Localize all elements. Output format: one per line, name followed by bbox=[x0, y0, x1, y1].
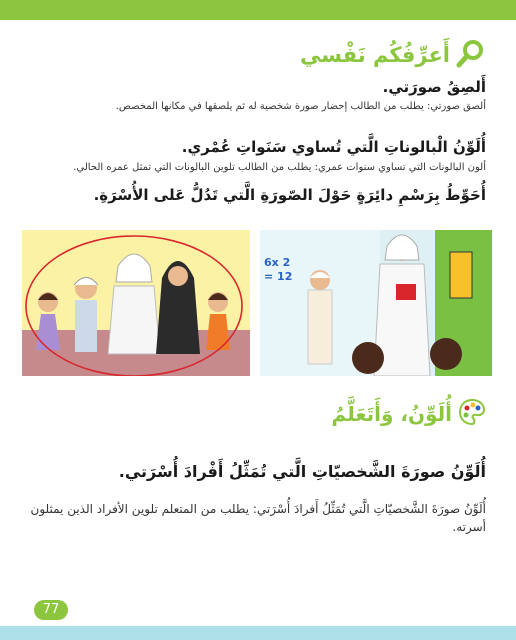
bottom-bar bbox=[0, 626, 516, 640]
board-text: 6x 2 = 12 bbox=[264, 256, 293, 283]
section2-header bbox=[332, 398, 486, 430]
color-family-note: أُلَوِّنُ صورَةَ الشَّخصيّاتِ الَّتي تُمَثِّلُ أَفرادَ أُسْرَتي: يطلب من المتعلم تلوين الأفراد الذين يمثلون أسرته. bbox=[30, 502, 486, 534]
family-illustration bbox=[22, 230, 250, 376]
balloons-note: ألون البالونات التي تساوي سنوات عمري: يطلب من الطالب تلوين البالونات التي تمثل عمره الحالي. bbox=[73, 162, 486, 173]
magnifier-icon bbox=[456, 38, 486, 72]
color-family-heading: أُلَوِّنُ صورَةَ الشَّخصيّاتِ الَّتي تُمَثِّلُ أَفْرادَ أُسْرَتي. bbox=[118, 462, 486, 481]
section1-header bbox=[300, 38, 486, 72]
stick-photo-note: ألصق صورتي: يطلب من الطالب إحضار صورة شخصية له ثم يلصقها في مكانها المخصص. bbox=[115, 101, 486, 112]
section2-title: أُلَوِّنُ، وَأَتَعَلَّمُ bbox=[331, 402, 452, 426]
classroom-illustration bbox=[260, 230, 492, 376]
palette-icon bbox=[458, 398, 486, 430]
circle-heading: أُحَوِّطُ بِرَسْمِ دائِرَةٍ حَوْلَ الصّورَةِ الَّتي تَدُلُّ عَلى الأُسْرَةِ. bbox=[93, 186, 486, 204]
balloons-heading: أُلَوِّنُ الْبالوناتِ الَّتي تُساوي سَنَواتِ عُمْري. bbox=[181, 138, 486, 156]
top-bar bbox=[0, 0, 516, 20]
page-number: 77 bbox=[34, 600, 68, 620]
stick-photo-heading: أَلصِقُ صورَتي. bbox=[382, 78, 486, 96]
section1-title: أَعرِّفُكُم نَفْسي bbox=[300, 43, 450, 67]
